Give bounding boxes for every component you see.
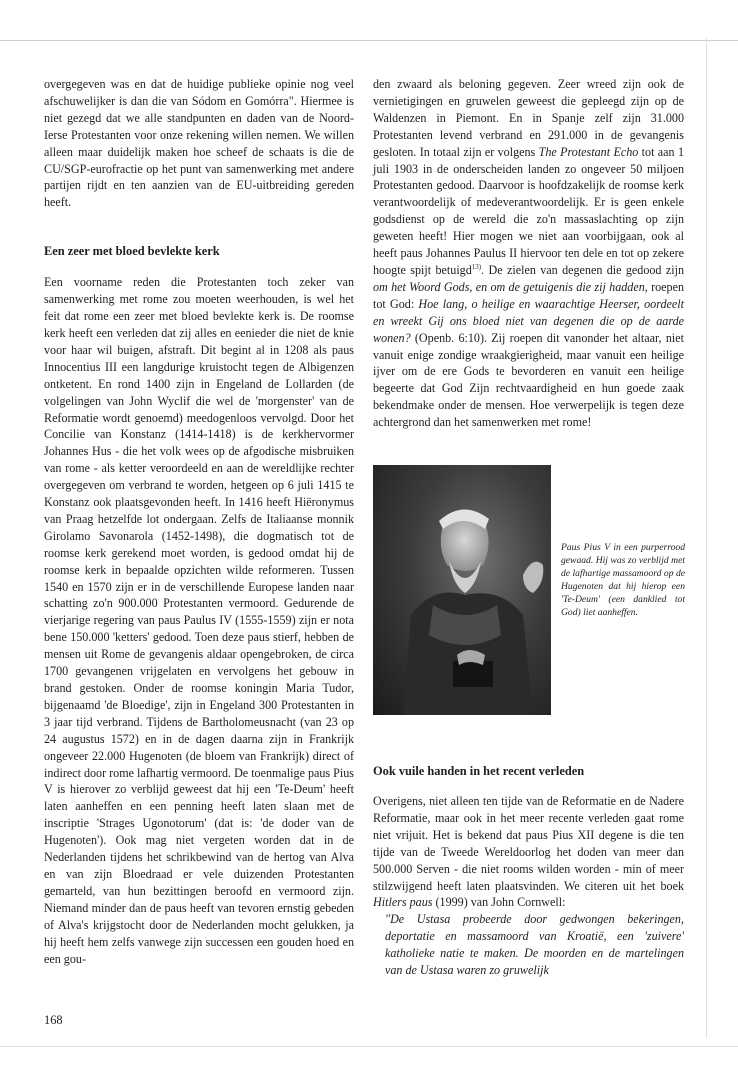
portrait-pope-pius-v [373, 465, 551, 715]
section-heading-recent-past: Ook vuile handen in het recent verleden [373, 764, 585, 779]
figure [373, 465, 684, 715]
source-title: The Protestant Echo [538, 144, 639, 159]
page-number: 168 [44, 1013, 63, 1027]
scripture-quote: om het Woord Gods, en om de getuigenis die zij hadden [373, 279, 645, 294]
top-divider [0, 40, 738, 41]
intro-paragraph: overgegeven was en dat de huidige publieke opinie nog veel afschuwelijker is dan die van Sódom en Gomórra". Hiermee is niet gezegd dat we alle standpunten en daden van de Noord-Ierse Protestanten voor onze rekening willen nemen. We willen alleen maar duidelijk maken hoe scheef de schaats is die de CU/SGP-eurofractie op het punt van samenwerking met andere partijen rijdt en ten aanzien van de EU-uitbreiding gereden heeft. [44, 77, 354, 210]
image-caption: Paus Pius V in een purperrood gewaad. Hij was zo verblijd met de lafhartige massamoord op de Hugenoten dat hij hierop een 'Te-Deum' (een danklied tot God) liet aanheffen. [561, 542, 685, 619]
footnote-marker: 13) [471, 262, 482, 271]
left-column [44, 76, 354, 967]
right-column [373, 76, 684, 979]
section-heading-bloodstained-church: Een zeer met bloed bevlekte kerk [44, 244, 220, 259]
recent-past-paragraph: Overigens, niet alleen ten tijde van de Reformatie en de Nadere Reformatie, maar ook in het meer recente verleden gaat rome niet vrijuit. Het is bekend dat paus Pius XII degene is die ten tijde van de Tweede Wereldoorlog het doden van meer dan 500.000 Serven - die niet rooms wilden worden - min of meer stilzwijgend heeft laten plaatsvinden. We citeren uit het boek Hitlers paus (1999) van John Cornwell: [373, 794, 684, 910]
scripture-quote-2: Hoe lang, o heilige en waarachtige Heerser, oordeelt en wreekt Gij ons bloed niet van degenen die op de aarde wonen? [373, 296, 684, 345]
book-title: Hitlers paus [373, 895, 433, 910]
bottom-divider [0, 1046, 738, 1047]
block-quote: "De Ustasa probeerde door gedwongen bekeringen, deportatie en massamoord van Kroatië, een 'zuivere' katholieke natie te maken. De moorden en de martelingen van de Ustasa waren zo gruwelijk [385, 912, 684, 978]
vertical-divider [706, 38, 707, 1038]
body-paragraph: Een voorname reden die Protestanten toch zeker van samenwerking met rome zou moeten weerhouden, is wel het feit dat rome een zeer met bloed bevlekte kerk is. De roomse kerk heeft een verleden dat zij alles en eenieder die niet de knie voor haar wil buigen, afstraft. Dit begint al in 1208 als paus Innocentius III een langdurige kruistocht tegen de Albigenzen ontketent. En rond 1400 zijn in Engeland de Lollarden (de volgelingen van John Wyclif die wel de 'morgenster' van de Reformatie wordt genoemd) meedogenloos vervolgd. Door het Concilie van Konstanz (1414-1418) is de kerkhervormer Johannes Hus - die het volk wees op de afgodische misbruiken van rome - als ketter veroordeeld en aan de wereldlijke rechter overgegeven om verbrand te worden, hetgeen op 6 juli 1415 te Konstanz ook plaatsgevonden heeft. In 1416 heeft Hiëronymus van Praag hetzelfde lot ondergaan. Zelfs de Italiaanse monnik Girolamo Savonarola (1452-1498), die dogmatisch tot de roomse kerk gerekend moet worden, is gedood omdat hij de roomse kerk in bepaalde opzichten wilde reformeren. Tussen 1540 en 1570 zijn er in de verschillende Europese landen naar schatting zo'n 900.000 Protestanten vermoord. Gedurende de vierjarige regering van paus Paulus IV (1555-1559) zijn er nota bene 150.000 'ketters' gedood. Toen deze paus stierf, hebben de mensen uit Rome de gevangenis aldaar opengebroken, de circa 1700 gevangenen vrijgelaten en vervolgens het gebouw in brand gestoken. Onder de roomse koningin Maria Tudor, bijgenaamd 'de Bloedige', zijn in Engeland 300 Protestanten in 3 jaar tijd verbrand. Tijdens de Bartholomeusnacht (van 23 op 24 augustus 1572) en in de dagen daarna zijn in Frankrijk ongeveer 22.000 Hugenoten (de bloem van Frankrijk) direct of indirect door rome lafhartig vermoord. De toenmalige paus Pius V is hierover zo verblijd geweest dat hij een 'Te-Deum' heeft laten aanheffen en een penning heeft laten slaan met de inscriptie 'Strages Ugonotorum' (dat is: 'de doder van de Hugenoten'). Ook mag niet vergeten worden dat in de Nederlanden tijdens het schrikbewind van de hertog van Alva en van zijn Bloedraad er vele duizenden Protestanten gemarteld, van hun bezittingen beroofd en vermoord zijn. Niemand minder dan de paus heeft van tevoren ernstig gebeden of Alva's krijgstocht door de Nederlanden mocht gelukken, ja hij heeft hem zelfs vanwege zijn successen een gouden hoed en een gou- [44, 275, 354, 966]
continuation-paragraph: den zwaard als beloning gegeven. Zeer wreed zijn ook de vernietigingen en gruwelen geweest die gepleegd zijn op de Waldenzen in Piemont. En in Spanje zelf zijn 31.000 Protestanten levend verbrand en 291.000 in de gevangenis gesloten. In totaal zijn er volgens The Protestant Echo tot aan 1 juli 1903 in de onderscheiden landen zo ongeveer 50 miljoen Protestanten gedood. Daarvoor is hoofdzakelijk de roomse kerk verantwoordelijk of medeverantwoordelijk. Er is geen enkele godsdienst op de wereld die zo'n massaslachting op zijn geweten heeft! Hier mogen we niet aan voorbijgaan, ook al heeft paus Johannes Paulus II hiervoor ten dele en tot op zekere hoogte spijt betuigd$^{13)}$. De zielen van degenen die gedood zijn om het Woord Gods, en om de getuigenis die zij hadden, roepen tot God: Hoe lang, o heilige en waarachtige Heerser, oordeelt en wreekt Gij ons bloed niet van degenen die op de aarde wonen? (Openb. 6:10). Zij roepen dit vanonder het altaar, niet vanuit enige zondige wraakgierigheid, maar vanuit een heilige ijver om de ere Gods te bevorderen en vanuit een heilige begeerte dat God Zijn rechtvaardigheid en hun goede zaak bekendmake onder de mensen. Hoe verwerpelijk is tegen deze achtergrond dan het samenwerken met rome! [373, 77, 684, 430]
